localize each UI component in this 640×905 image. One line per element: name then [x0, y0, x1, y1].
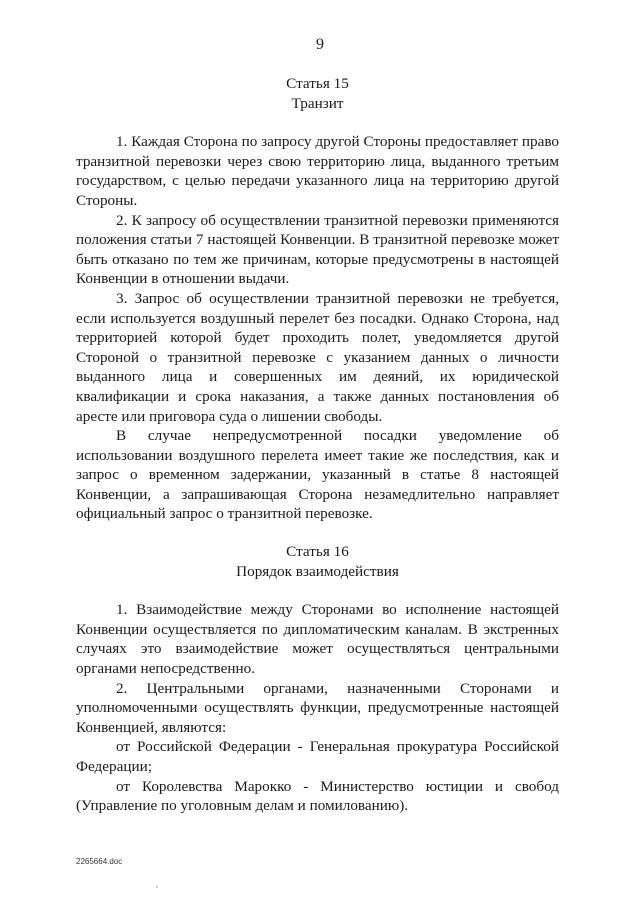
article-15: [76, 74, 559, 524]
footer-filename: 2265664.doc: [76, 857, 123, 866]
paragraph: от Российской Федерации - Генеральная прокуратура Российской Федерации;: [76, 738, 559, 775]
paragraph: 3. Запрос об осуществлении транзитной перевозки не требуется, если используется воздушный перелет без посадки. Однако Сторона, над территорией которой будет проходить полет, уведомляется другой Стороной о транзитной перевозке с указанием данных о личности выданного лица и совершенных им деяний, их юридической квалификации и срока наказания, а также данных постановления об аресте или приговора суда о лишении свободы.: [76, 289, 559, 425]
article-heading: Статья 16: [286, 543, 349, 561]
article-title: Порядок взаимодействия: [236, 562, 399, 580]
paragraph: В случае непредусмотренной посадки уведомление об использовании воздушного перелета имеет такие же последствия, как и запрос о временном задержании, указанный в статье 8 настоящей Конвенции, а запрашивающая Сторона незамедлительно направляет официальный запрос о транзитной перевозке.: [76, 427, 559, 523]
paragraph: 1. Взаимодействие между Сторонами во исполнение настоящей Конвенции осуществляется по дипломатическим каналам. В экстренных случаях это взаимодействие может осуществляться центральными органами непосредственно.: [76, 601, 559, 678]
paragraph: от Королевства Марокко - Министерство юстиции и свобод (Управление по уголовным делам и помилованию).: [76, 777, 559, 815]
paragraph: 2. К запросу об осуществлении транзитной перевозки применяются положения статьи 7 настоящей Конвенции. В транзитной перевозке может быть отказано по тем же причинам, которые предусмотрены в настоящей Конвенции в отношении выдачи.: [76, 211, 559, 288]
article-heading: Статья 15: [286, 75, 349, 92]
document-body: [76, 74, 559, 816]
article-16: [76, 542, 559, 816]
paragraph: 1. Каждая Сторона по запросу другой Стороны предоставляет право транзитной перевозки через свою территорию лица, выданного третьим государством, с целью передачи указанного лица на территорию другой Стороны.: [76, 133, 559, 209]
article-title: Транзит: [291, 94, 344, 112]
page-number: 9: [316, 36, 324, 53]
paragraph: 2. Центральными органами, назначенными Сторонами и уполномоченными осуществлять функции, предусмотренные настоящей Конвенцией, являются:: [76, 679, 559, 736]
scan-speck: [156, 886, 158, 888]
